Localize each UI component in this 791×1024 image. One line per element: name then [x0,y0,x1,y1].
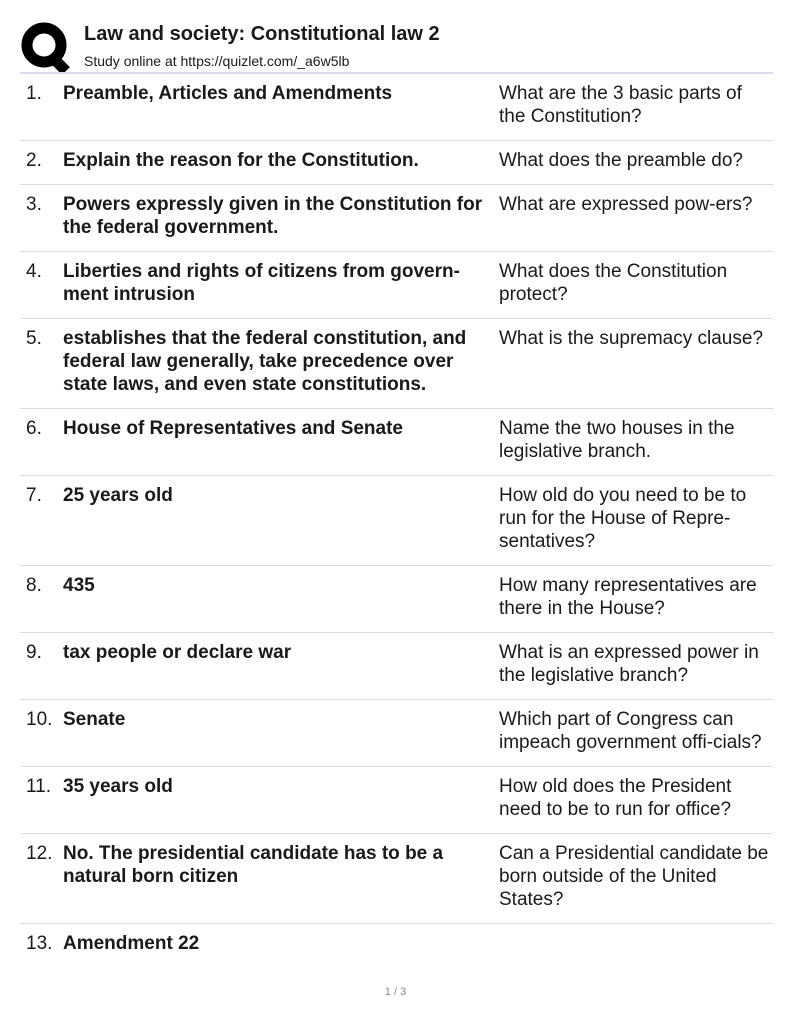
list-item [20,74,773,141]
list-item [20,924,773,967]
card-number: 7. [26,485,42,506]
card-definition: What does the Constitution protect? [499,261,728,305]
card-definition: What are the 3 basic parts of the Constitution? [499,83,742,127]
card-definition: Name the two houses in the legislative branch. [499,418,735,462]
page-title: Law and society: Constitutional law 2 [84,23,440,45]
card-term: Senate [63,709,126,730]
card-definition: What is an expressed power in the legislative branch? [499,642,759,686]
card-term: Preamble, Articles and Amendments [63,83,393,104]
card-number: 11. [26,776,52,797]
card-definition: How old do you need to be to run for the House of Repre-sentatives? [499,485,747,552]
card-term: establishes that the federal constitution, and federal law generally, take precedence over state laws, and even state constitutions. [63,328,467,395]
card-number: 4. [26,261,42,282]
list-item [20,319,773,409]
card-definition: Which part of Congress can impeach government offi-cials? [499,709,762,753]
card-number: 10. [26,709,53,730]
list-item [20,633,773,700]
list-item [20,834,773,924]
card-term: tax people or declare war [63,642,292,663]
card-term: No. The presidential candidate has to be a natural born citizen [63,843,444,887]
list-item [20,185,773,252]
page-header [20,18,773,74]
card-definition: What does the preamble do? [499,150,743,171]
card-term: 25 years old [63,485,173,506]
quizlet-logo-icon [20,21,72,73]
card-number: 8. [26,575,42,596]
card-number: 13. [26,933,53,954]
card-definition: How old does the President need to be to run for office? [499,776,732,820]
card-term: Powers expressly given in the Constitution for the federal government. [63,194,483,238]
card-definition: What are expressed pow-ers? [499,194,753,215]
card-number: 3. [26,194,42,215]
list-item [20,141,773,185]
card-definition: Can a Presidential candidate be born outside of the United States? [499,843,769,910]
card-number: 12. [26,843,53,864]
list-item [20,767,773,834]
list-item [20,252,773,319]
list-item [20,409,773,476]
card-term: Liberties and rights of citizens from govern-ment intrusion [63,261,460,305]
card-number: 2. [26,150,42,171]
card-definition: What is the supremacy clause? [499,328,764,349]
card-term: 35 years old [63,776,173,797]
card-number: 6. [26,418,42,439]
list-item [20,476,773,566]
study-online-link[interactable]: Study online at https://quizlet.com/_a6w5lb [84,53,350,69]
card-term: Explain the reason for the Constitution. [63,150,419,171]
card-number: 5. [26,328,42,349]
card-number: 1. [26,83,42,104]
card-definition: How many representatives are there in the House? [499,575,757,619]
page-number: 1 / 3 [384,986,407,998]
card-term: House of Representatives and Senate [63,418,403,439]
list-item [20,700,773,767]
list-item [20,566,773,633]
card-number: 9. [26,642,42,663]
flashcard-list [20,74,773,967]
card-term: 435 [63,575,95,596]
card-term: Amendment 22 [63,933,200,954]
